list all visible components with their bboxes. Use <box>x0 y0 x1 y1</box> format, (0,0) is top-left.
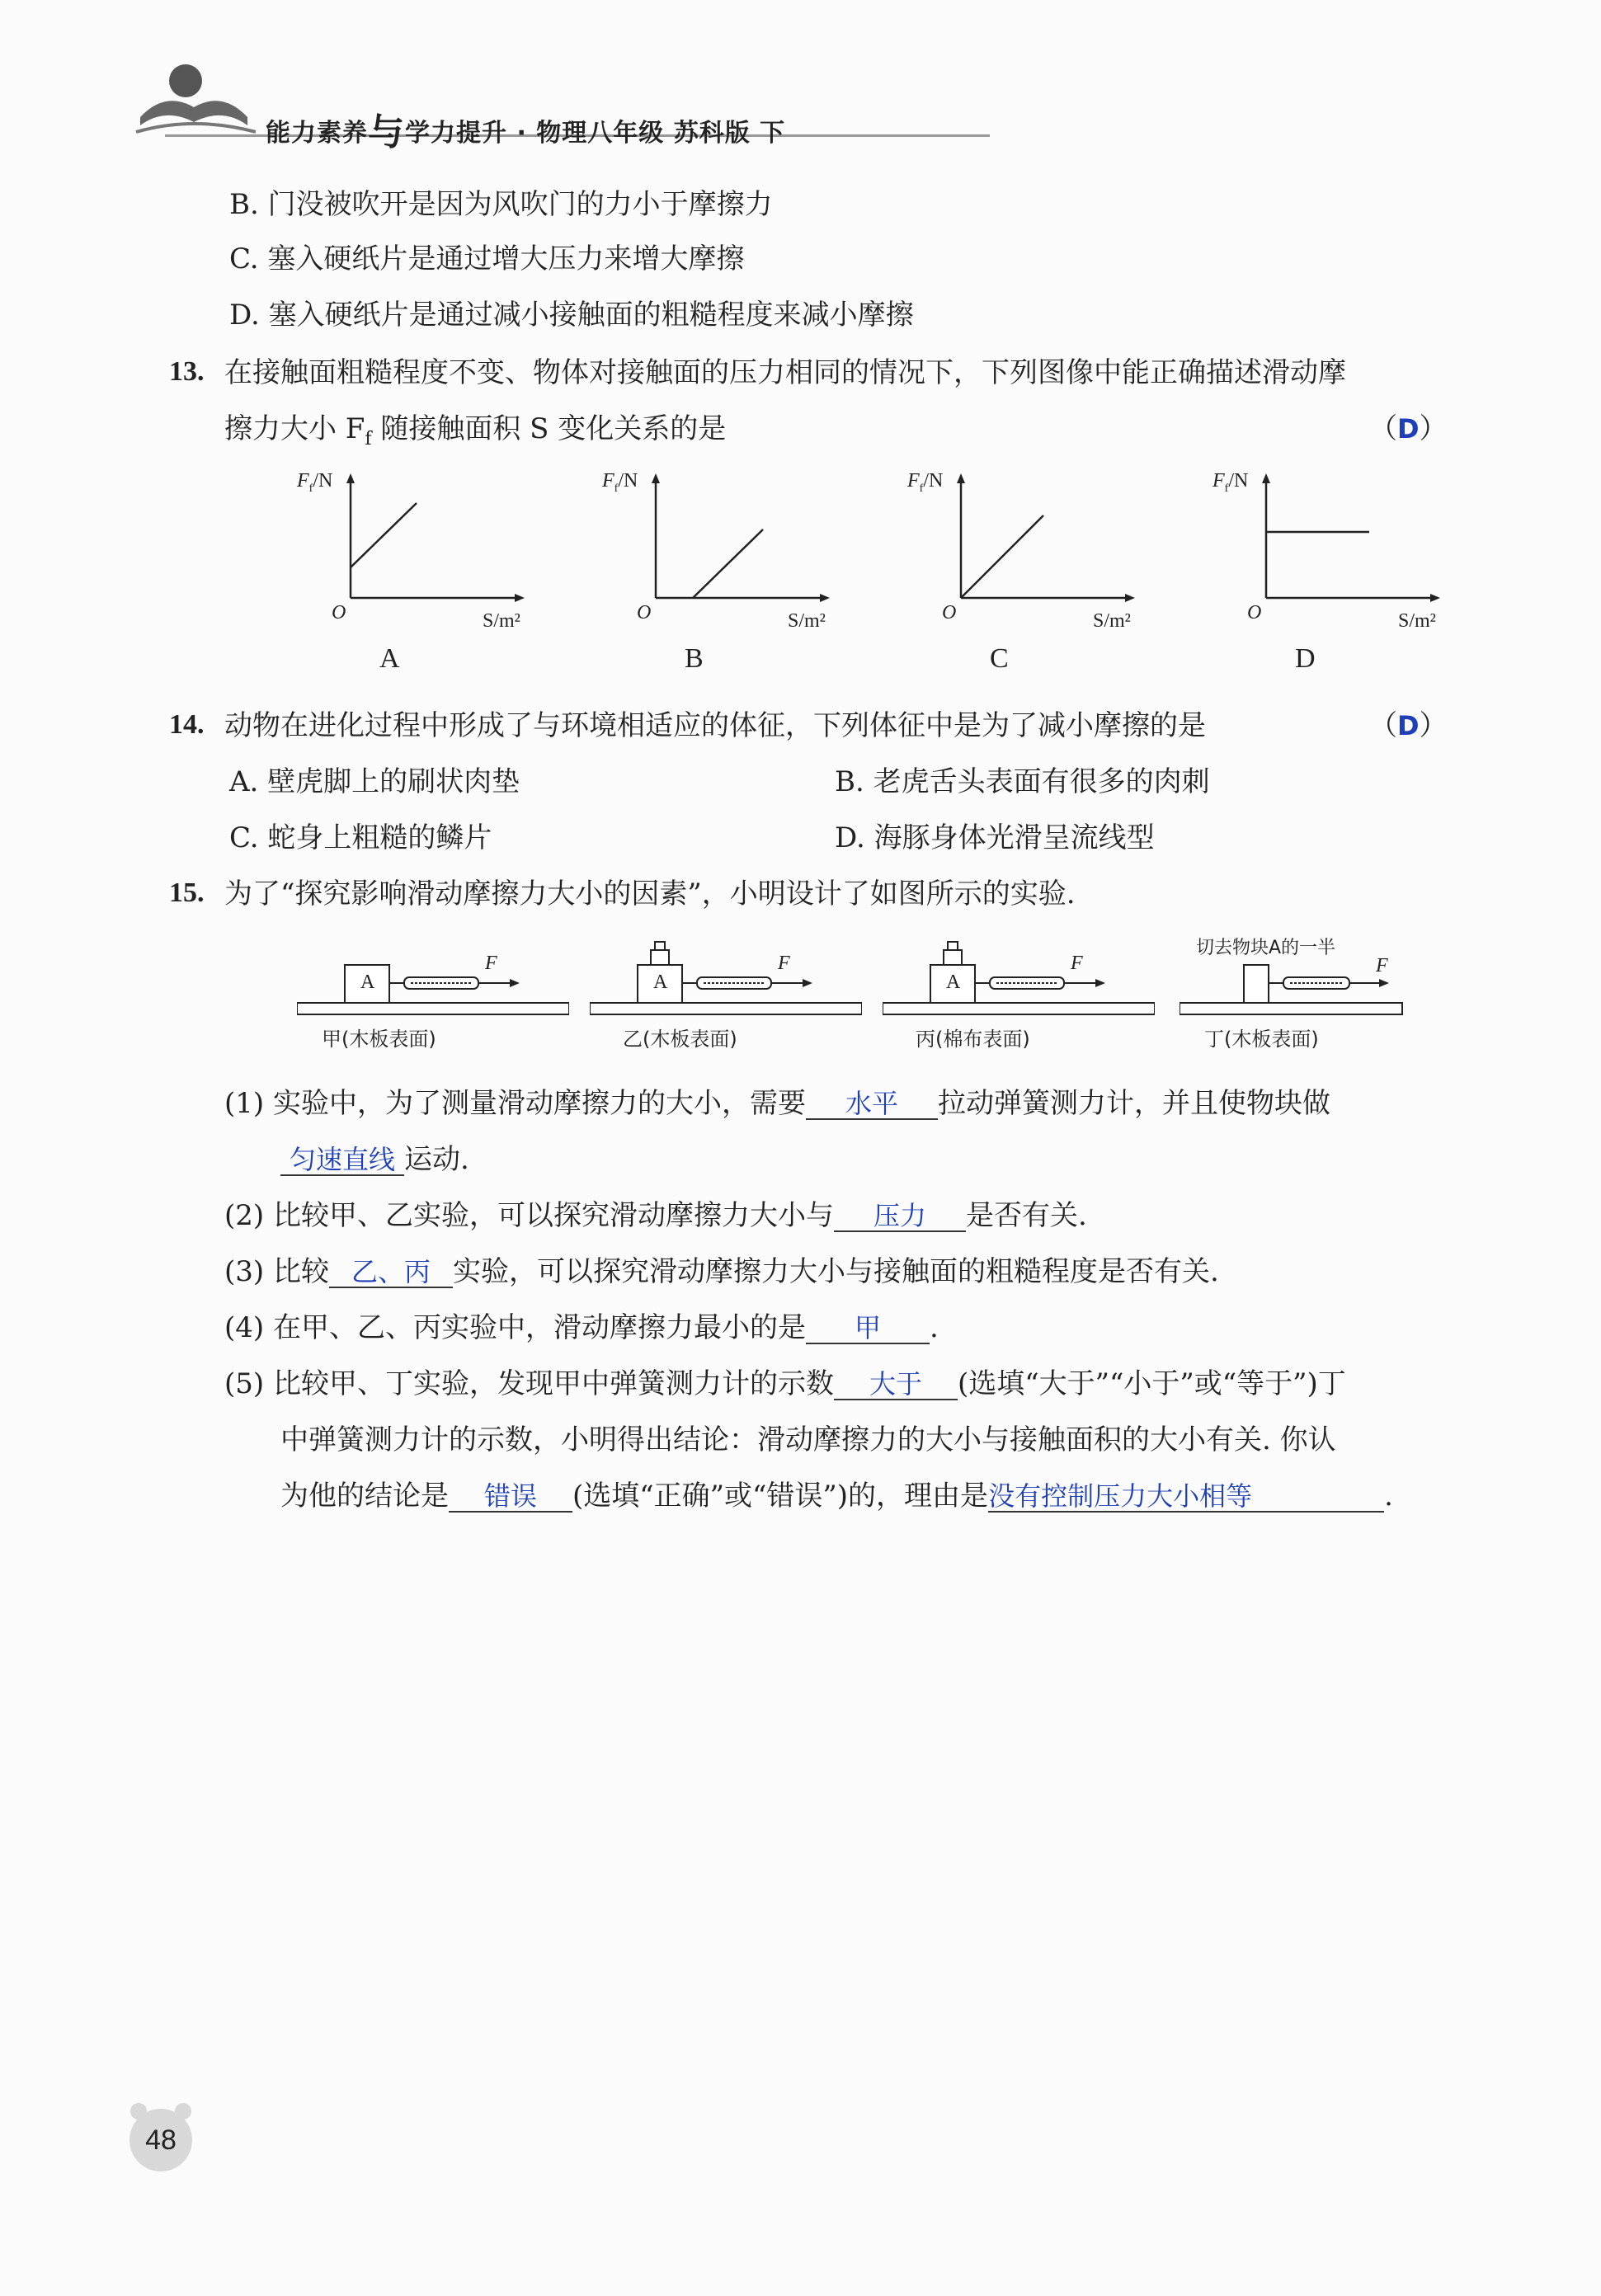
q15-number: 15. <box>169 877 205 908</box>
graph-a-ylabel: $F_f/N$ <box>297 470 333 495</box>
q12-option-d: D. 塞入硬纸片是通过减小接触面的粗糙程度来减小摩擦 <box>229 299 914 332</box>
page-number: 48 <box>145 2124 177 2156</box>
q15-part5-line3: 为他的结论是 错误 (选填“正确”或“错误”)的，理由是没有控制压力大小相等 . <box>280 1480 1393 1513</box>
graph-a <box>272 462 536 693</box>
fig-bing <box>883 932 1155 1064</box>
q13-number: 13. <box>169 356 205 387</box>
graph-c-line <box>961 515 1043 598</box>
header-title: 能力素养与学力提升 · 物理八年级 苏科版 下 <box>266 111 786 153</box>
page-number-badge <box>124 2095 198 2177</box>
fig-yi-block: A <box>653 972 668 993</box>
graph-c-ylabel: $F_f/N$ <box>907 470 944 495</box>
q15-figures <box>297 932 1410 1064</box>
graph-b <box>577 462 841 693</box>
graph-c-xlabel: S/m² <box>1093 610 1131 632</box>
q14-answer: D <box>1397 710 1420 741</box>
q15-part1-answer1: 水平 <box>806 1089 938 1120</box>
graph-b-line <box>693 529 763 598</box>
q15-part2-answer: 压力 <box>834 1201 966 1232</box>
fig-bing-caption: 丙(棉布表面) <box>916 1028 1030 1051</box>
graph-c-origin: O <box>942 602 957 623</box>
fig-bing-block: A <box>946 972 961 993</box>
q15-part5-answer1: 大于 <box>834 1369 958 1400</box>
q15-part5-line1: (5) 比较甲、丁实验，发现甲中弹簧测力计的示数 大于 (选填“大于”“小于”或“等于”)丁 <box>224 1367 1346 1400</box>
q14-text: 动物在进化过程中形成了与环境相适应的体征，下列体征中是为了减小摩擦的是 <box>224 709 1206 742</box>
fig-ding-force: F <box>1376 955 1388 976</box>
q14-answer-paren: （D） <box>1369 709 1448 742</box>
fig-jia-force: F <box>485 953 497 974</box>
graph-a-origin: O <box>332 602 346 623</box>
graph-d-origin: O <box>1247 602 1262 623</box>
q15-part1-line1: (1) 实验中，为了测量滑动摩擦力的大小，需要 水平 拉动弹簧测力计，并且使物块做 <box>224 1087 1330 1120</box>
graph-d-letter: D <box>1295 643 1316 674</box>
fig-ding <box>1180 932 1427 1064</box>
graph-b-letter: B <box>685 643 704 674</box>
q15-text: 为了“探究影响滑动摩擦力大小的因素”，小明设计了如图所示的实验. <box>224 877 1076 910</box>
fig-jia-block: A <box>360 972 375 993</box>
graph-a-letter: A <box>379 643 400 674</box>
graph-d-xlabel: S/m² <box>1398 610 1436 632</box>
q15-part1-answer2: 匀速直线 <box>280 1145 404 1176</box>
graph-d <box>1188 462 1452 693</box>
q14-option-a: A. 壁虎脚上的刷状肉垫 <box>229 765 520 798</box>
graph-a-xlabel: S/m² <box>483 610 520 632</box>
q12-option-c: C. 塞入硬纸片是通过增大压力来增大摩擦 <box>229 242 745 275</box>
q14-option-b: B. 老虎舌头表面有很多的肉刺 <box>835 765 1210 798</box>
graph-c <box>883 462 1147 693</box>
fig-yi-caption: 乙(木板表面) <box>623 1028 737 1051</box>
q15-part5-answer3: 没有控制压力大小相等 <box>988 1481 1384 1513</box>
q15-part5-answer2: 错误 <box>449 1481 572 1513</box>
fig-yi <box>590 932 862 1064</box>
graph-c-letter: C <box>990 643 1009 674</box>
fig-ding-note: 切去物块A的一半 <box>1196 938 1336 958</box>
fig-jia-caption: 甲(木板表面) <box>322 1028 436 1051</box>
q12-option-b: B. 门没被吹开是因为风吹门的力小于摩擦力 <box>229 188 773 221</box>
q13-text-line1: 在接触面粗糙程度不变、物体对接触面的压力相同的情况下，下列图像中能正确描述滑动摩 <box>224 356 1346 389</box>
fig-bing-force: F <box>1071 953 1083 974</box>
q14-option-c: C. 蛇身上粗糙的鳞片 <box>229 821 492 854</box>
header-logo <box>132 58 256 140</box>
graph-a-line <box>351 503 417 567</box>
q15-part4-answer: 甲 <box>806 1313 930 1344</box>
fig-yi-force: F <box>778 953 790 974</box>
q13-text-line2: 擦力大小 $F_f$ 随接触面积 S 变化关系的是 <box>224 412 727 449</box>
graph-b-origin: O <box>637 602 652 623</box>
q14-number: 14. <box>169 709 205 740</box>
q15-part5-line2: 中弹簧测力计的示数，小明得出结论：滑动摩擦力的大小与接触面积的大小有关. 你认 <box>280 1423 1336 1456</box>
q15-part2: (2) 比较甲、乙实验，可以探究滑动摩擦力大小与 压力 是否有关. <box>224 1199 1087 1232</box>
q15-part3: (3) 比较 乙、丙 实验，可以探究滑动摩擦力大小与接触面的粗糙程度是否有关. <box>224 1255 1219 1288</box>
q13-answer-paren: （D） <box>1369 412 1448 445</box>
graph-d-ylabel: $F_f/N$ <box>1213 470 1249 495</box>
q14-option-d: D. 海豚身体光滑呈流线型 <box>835 821 1155 854</box>
graph-b-xlabel: S/m² <box>788 610 826 632</box>
q15-part3-answer: 乙、丙 <box>329 1257 453 1288</box>
fig-jia <box>297 932 569 1064</box>
fig-ding-caption: 丁(木板表面) <box>1204 1028 1319 1051</box>
q13-graphs <box>272 462 1436 693</box>
graph-b-ylabel: $F_f/N$ <box>602 470 638 495</box>
q15-part4: (4) 在甲、乙、丙实验中，滑动摩擦力最小的是 甲 . <box>224 1311 939 1344</box>
q15-part1-line2: 匀速直线 运动. <box>280 1143 469 1176</box>
q13-answer: D <box>1397 413 1420 445</box>
